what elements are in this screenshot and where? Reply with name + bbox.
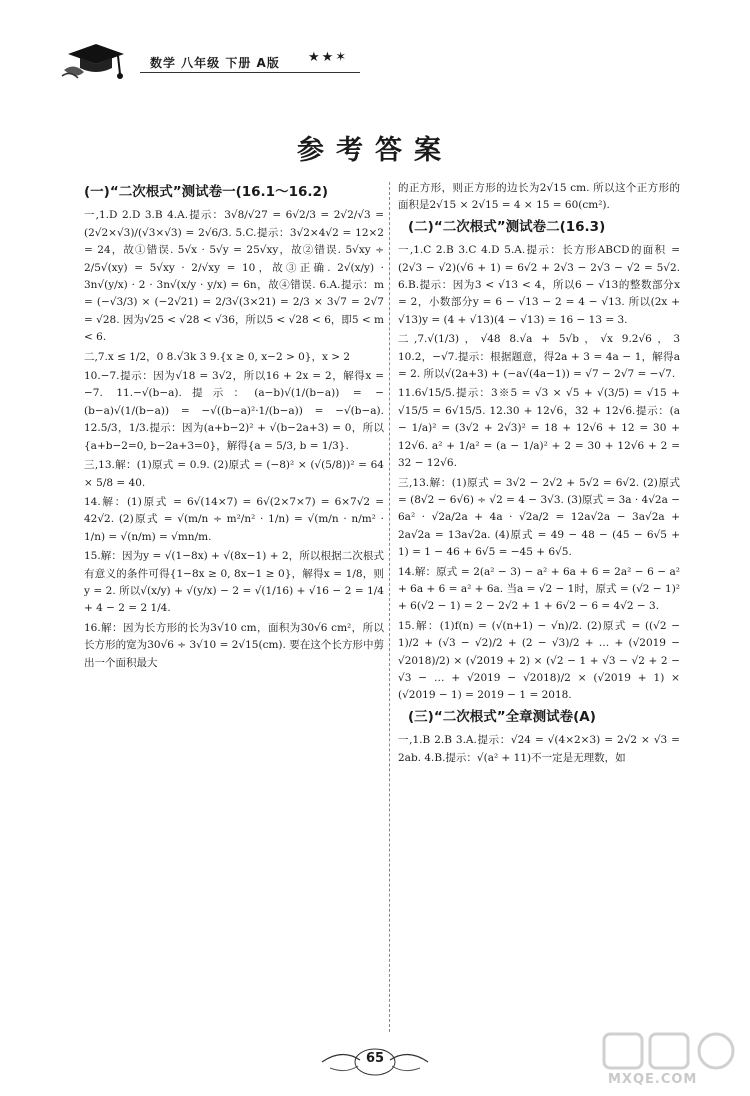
answer-block: 三,13.解：(1)原式 = 3√2 − 2√2 + 5√2 = 6√2. (2)原式 = (8√2 − 6√6) ÷ √2 = 4 − 3√3. (3)原式 = 3a · 4√2a − 6a² · √2a/2a + 4a · √2a/2 = 12a√2a − 3a√2a + 2a√2a = 13a√2a. (4)原式 = 49 − 48 − (45 − 6√5 + 1) = 1 − 46 + 6√5 = −45 + 6√5.	[398, 476, 680, 559]
right-column	[398, 180, 680, 769]
page-title: 参考答案	[297, 135, 453, 166]
watermark-logo-icon	[600, 1030, 740, 1074]
answer-block: 二,7.x ≤ 1/2，0 8.√3k 3 9.{x ≥ 0, x−2 > 0}，x > 2	[84, 350, 351, 363]
answer-block: 一,1.D 2.D 3.B 4.A.提示：3√8/√27 = 6√2/3 = 2√2/√3 = (2√2×√3)/(√3×√3) = 2√6/3. 5.C.提示：3√2×4√2 = 12×2 = 24，故①错误. 5√x · 5√y = 25√xy，故②错误. 5√xy ÷ 2/5√(xy) = 5√xy · 2/√xy = 10，故③正确. 2√(x/y) · 3n√(y/x) · 2 · 3n√(x/y · y/x) = 6n，故④错误. 6.A.提示：m = (−√3/3) × (−2√21) = 2/3√(3×21) = 2/3 × 3√7 = 2√7 = √28. 因为√25 < √28 < √36，所以5 < √28 < 6，即5 < m < 6.	[84, 209, 384, 344]
answer-block: 15.解：因为y = √(1−8x) + √(8x−1) + 2，所以根据二次根式有意义的条件可得{1−8x ≥ 0, 8x−1 ≥ 0}，解得x = 1/8，则y = 2. 所以√(x/y) + √(y/x) − 2 = √(1/16) + √16 − 2 = 1/4 + 4 − 2 = 2 1/4.	[84, 550, 384, 615]
answer-continuation: 的正方形，则正方形的边长为2√15 cm. 所以这个正方形的面积是2√15 × 2√15 = 4 × 15 = 60(cm²).	[398, 182, 680, 212]
section-title-test-1: (一)“二次根式”测试卷一(16.1～16.2)	[84, 184, 329, 200]
section-title-test-2: (二)“二次根式”测试卷二(16.3)	[408, 218, 606, 235]
answer-block: 三,13.解：(1)原式 = 0.9. (2)原式 = (−8)² × (√(5/8))² = 64 × 5/8 = 40.	[84, 459, 384, 489]
left-column	[84, 180, 384, 674]
answer-block: 一,1.C 2.B 3.C 4.D 5.A.提示：长方形ABCD的面积 = (2√3 − √2)(√6 + 1) = 6√2 + 2√3 − 2√3 − √2 = 5√2. 6.B.提示：因为3 < √13 < 4，所以6 − √13的整数部分x = 2，小数部分y = 6 − √13 − 2 = 4 − √13. 所以(2x + √13)y = (4 + √13)(4 − √13) = 16 − 13 = 3.	[398, 244, 680, 326]
answer-block: 一,1.B 2.B 3.A.提示：√24 = √(4×2×3) = 2√2 × √3 = 2ab. 4.B.提示：√(a² + 11)不一定是无理数，如	[398, 734, 680, 764]
page-header	[60, 40, 360, 84]
answer-block: 二,7.√(1/3)，√48 8.√a + 5√b，√x 9.2√6，3 10.2，−√7.提示：根据题意，得2a + 3 = 4a − 1，解得a = 2. 所以√(2a+3) + (−a√(4a−1)) = √7 − 2√7 = −√7.	[398, 333, 680, 381]
answer-block: 11.6√15/5.提示：3※5 = √3 × √5 + √(3/5) = √15 + √15/5 = 6√15/5. 12.30 + 12√6，32 + 12√6.提示：(a − 1/a)² = (3√2 + 2√3)² = 18 + 12√6 + 12 = 30 + 12√6. a² + 1/a² = (a − 1/a)² + 2 = 30 + 12√6 + 2 = 32 − 12√6.	[398, 387, 680, 470]
answer-block: 16.解：因为长方形的长为3√10 cm，面积为30√6 cm²，所以长方形的宽为30√6 ÷ 3√10 = 2√15(cm). 要在这个长方形中剪出一个面积最大	[84, 621, 384, 669]
section-title-chapter-test: (三)“二次根式”全章测试卷(A)	[408, 708, 596, 725]
page-number: 65	[365, 1051, 385, 1066]
answer-block: 15.解：(1)f(n) = (√(n+1) − √n)/2. (2)原式 = ((√2 − 1)/2 + (√3 − √2)/2 + (2 − √3)/2 + … + (√2019 − √2018)/2) × (√2019 + 2) × (√2 − 1 + √3 − √2 + 2 − √3 − … + √2019 − √2018)/2 × (√2019 + 1) × (√2019 − 1) = 2019 − 1 = 2018.	[398, 619, 680, 702]
graduation-cap-icon	[60, 40, 132, 84]
watermark-site-text: MXQE.COM	[608, 1072, 698, 1087]
answer-block: 14.解：(1)原式 = 6√(14×7) = 6√(2×7×7) = 6×7√2 = 42√2. (2)原式 = √(m/n ÷ m²/n² · 1/n) = √(m/n · n/m² · 1/n) = √(n/m) = √mn/m.	[84, 495, 384, 543]
stars-icon: ★★✶	[308, 50, 349, 65]
answer-block: 14.解：原式 = 2(a² − 3) − a² + 6a + 6 = 2a² − 6 − a² + 6a + 6 = a² + 6a. 当a = √2 − 1时，原式 = (√2 − 1)² + 6(√2 − 1) = 2 − 2√2 + 1 + 6√2 − 6 = 4√2 − 3.	[398, 565, 680, 613]
answer-block: 10.−7.提示：因为√18 = 3√2，所以16 + 2x = 2，解得x = −7. 11.−√(b−a).提示：(a−b)√(1/(b−a)) = −(b−a)√(1/(b−a)) = −√((b−a)²·1/(b−a)) = −√(b−a). 12.5/3，1/3.提示：因为(a+b−2)² + √(b−2a+3) = 0，所以{a+b−2=0, b−2a+3=0}，解得{a = 5/3, b = 1/3}.	[84, 370, 384, 452]
column-divider	[389, 182, 390, 1032]
header-rule	[140, 72, 360, 73]
book-title: 数学 八年级 下册 A版	[150, 56, 280, 70]
